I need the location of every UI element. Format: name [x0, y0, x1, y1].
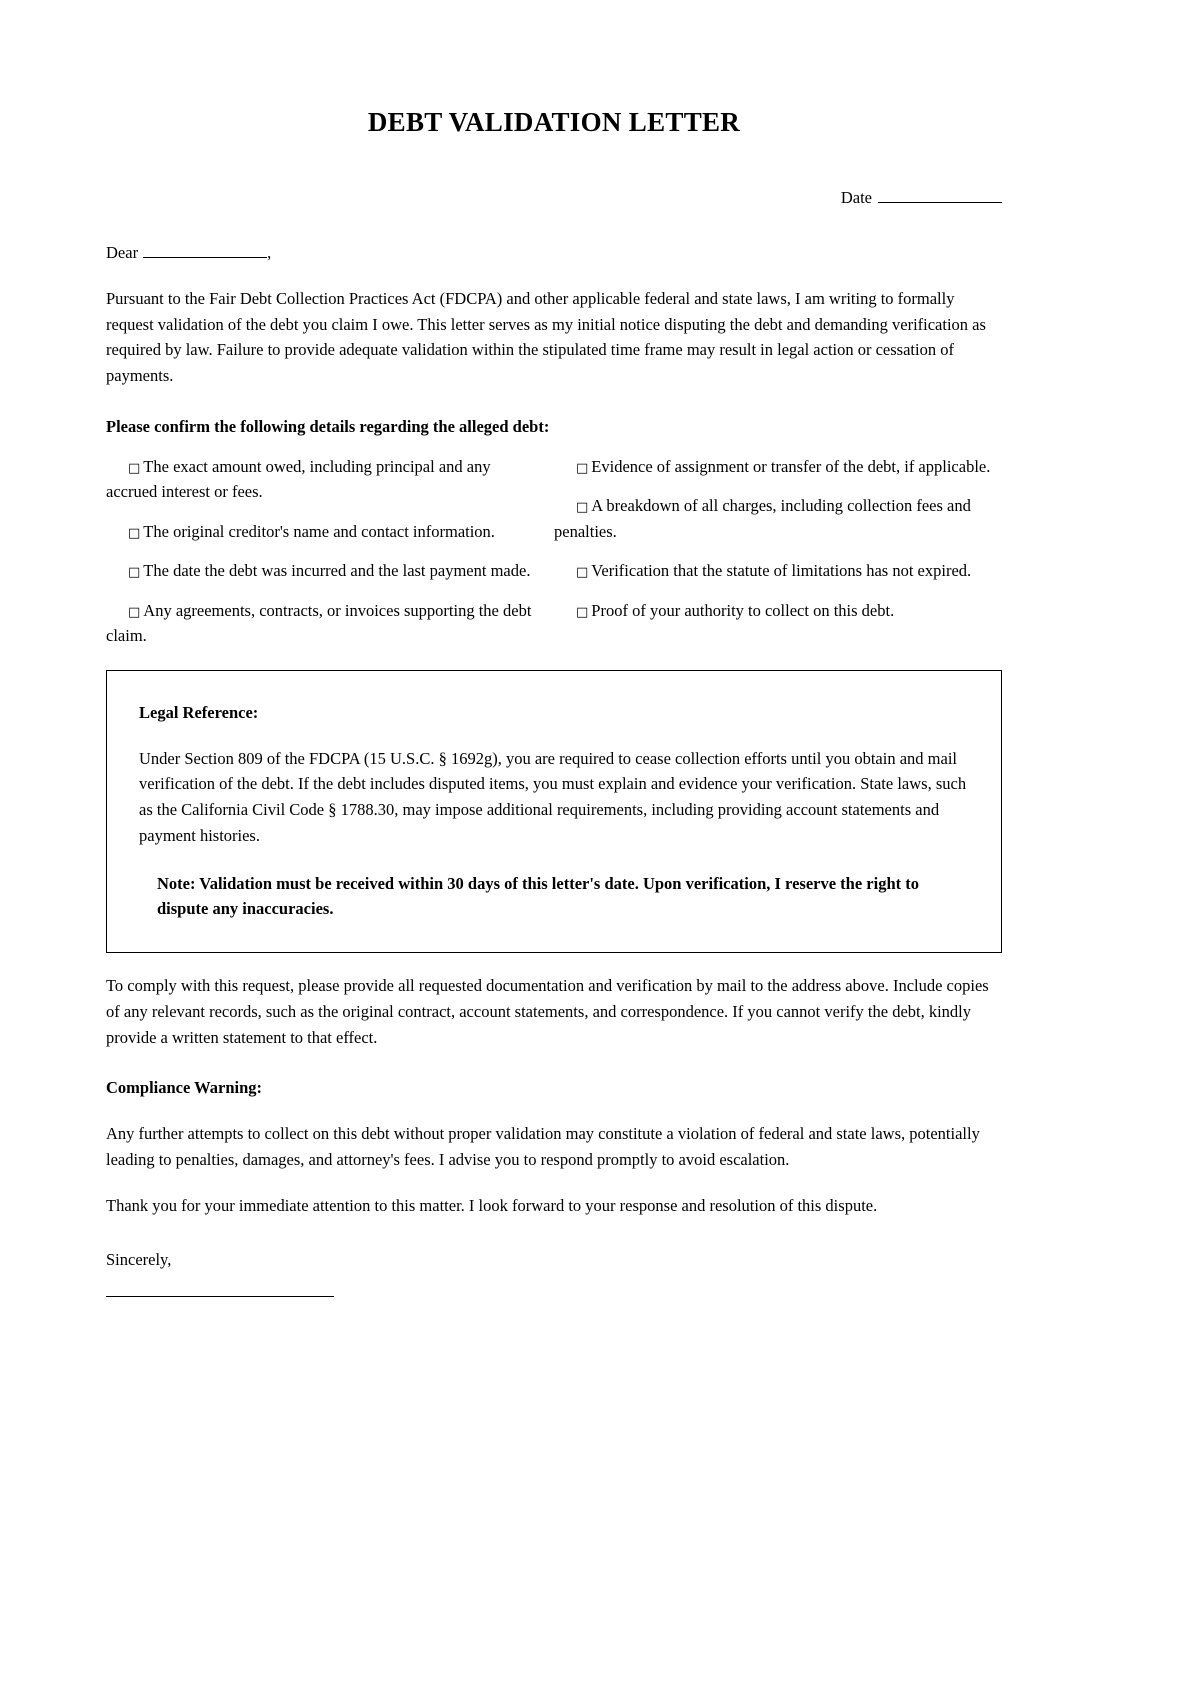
checklist-item[interactable] — [106, 558, 546, 584]
checklist-item-label: The exact amount owed, including principal and any accrued interest or fees. — [106, 456, 491, 502]
compliance-paragraph: To comply with this request, please provide all requested documentation and verification by mail to the address above. Include copies of any relevant records, such as the original contract, account statements, and correspondence. If you cannot verify the debt, kindly provide a written statement to that effect. — [106, 976, 989, 1047]
checklist-item[interactable] — [106, 598, 546, 649]
checklist-item-label: Verification that the statute of limitations has not expired. — [591, 561, 972, 581]
closing-line: Sincerely, — [106, 1250, 172, 1270]
compliance-warning-heading: Compliance Warning: — [106, 1078, 263, 1098]
checkbox-icon[interactable]: □ — [576, 565, 589, 581]
signature-blank[interactable] — [106, 1295, 334, 1297]
checklist-item-label: Proof of your authority to collect on this debt. — [591, 600, 895, 620]
salutation-comma: , — [267, 243, 272, 263]
thank-you-paragraph: Thank you for your immediate attention to this matter. I look forward to your response and resolution of this dispute. — [106, 1195, 878, 1215]
checkbox-icon[interactable]: □ — [576, 500, 589, 516]
checklist-item-label: A breakdown of all charges, including collection fees and penalties. — [554, 496, 971, 541]
checklist-item[interactable] — [554, 558, 994, 584]
checklist-item-label: Any agreements, contracts, or invoices supporting the debt claim. — [106, 600, 532, 646]
checklist-column-right — [554, 454, 994, 638]
checklist-heading: Please confirm the following details regarding the alleged debt: — [106, 416, 550, 436]
checklist-item-label: The original creditor's name and contact information. — [143, 521, 495, 541]
salutation-row — [106, 241, 1002, 266]
legal-reference-title: Legal Reference: — [139, 702, 259, 722]
checkbox-icon[interactable]: □ — [128, 604, 141, 620]
salutation-label: Dear — [106, 243, 139, 263]
checklist-item[interactable] — [106, 519, 546, 545]
checkbox-icon[interactable]: □ — [576, 460, 589, 476]
date-label: Date — [840, 188, 872, 208]
checkbox-icon[interactable]: □ — [128, 565, 141, 581]
letter-content — [106, 0, 1002, 1297]
checklist-item-label: Evidence of assignment or transfer of the debt, if applicable. — [591, 456, 991, 476]
checklist-column-left — [106, 454, 546, 663]
date-field-row — [106, 186, 1002, 211]
checklist-item[interactable] — [554, 493, 994, 544]
legal-reference-body: Under Section 809 of the FDCPA (15 U.S.C. § 1692g), you are required to cease collection efforts until you obtain and mail verification of the debt. If the debt includes disputed items, you must explain and evidence your verification. State laws, such as the California Civil Code § 1788.30, may impose additional requirements, including providing account statements and payment histories. — [139, 748, 967, 845]
checkbox-icon[interactable]: □ — [128, 525, 141, 541]
checklist-item[interactable] — [106, 454, 546, 505]
date-input-blank[interactable] — [878, 202, 1002, 203]
recipient-name-blank[interactable] — [143, 257, 267, 258]
legal-reference-note: Note: Validation must be received within 30 days of this letter's date. Upon verification, I reserve the right to dispute any inaccuracies. — [157, 873, 919, 919]
compliance-warning-body: Any further attempts to collect on this debt without proper validation may constitute a violation of federal and state laws, potentially leading to penalties, damages, and attorney's fees. I advise you to respond promptly to avoid escalation. — [106, 1124, 980, 1169]
checklist-item[interactable] — [554, 454, 994, 480]
checklist-section — [106, 454, 1002, 644]
checkbox-icon[interactable]: □ — [128, 460, 141, 476]
legal-reference-box — [106, 670, 1002, 954]
intro-paragraph: Pursuant to the Fair Debt Collection Practices Act (FDCPA) and other applicable federal and state laws, I am writing to formally request validation of the debt you claim I owe. This letter serves as my initial notice disputing the debt and demanding verification as required by law. Failure to provide adequate validation within the stipulated time frame may result in legal action or cessation of payments. — [106, 288, 986, 386]
checklist-item-label: The date the debt was incurred and the last payment made. — [143, 561, 531, 581]
checklist-item[interactable] — [554, 598, 994, 624]
checkbox-icon[interactable]: □ — [576, 604, 589, 620]
page-title: DEBT VALIDATION LETTER — [367, 107, 741, 137]
